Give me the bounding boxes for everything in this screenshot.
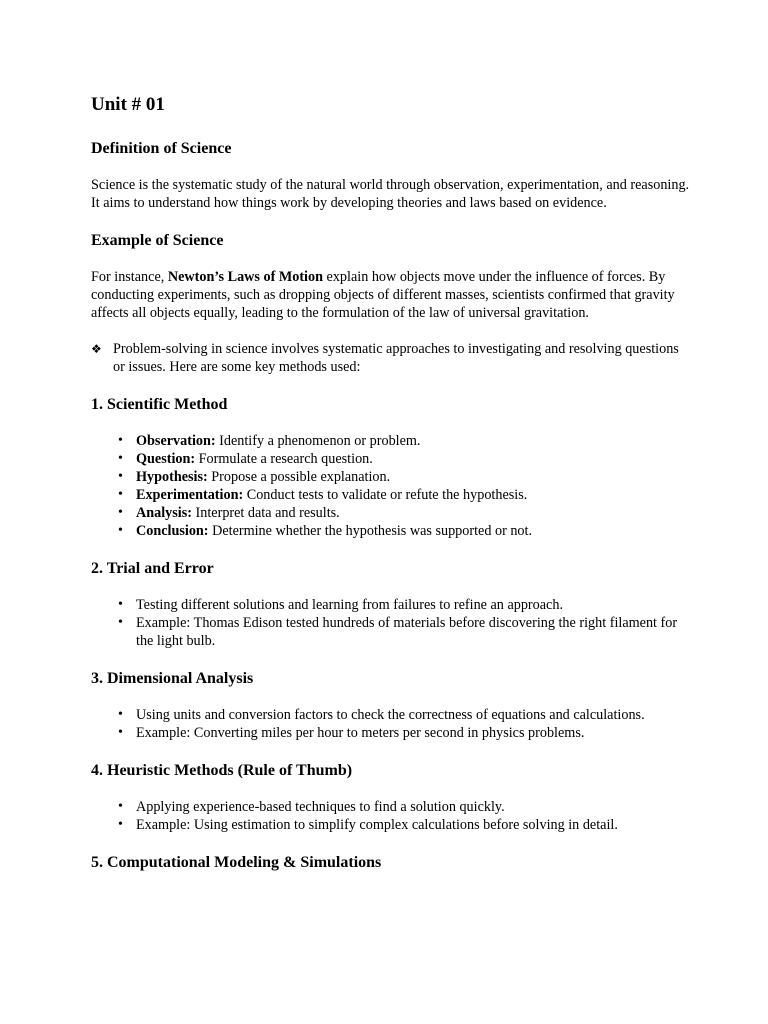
list-item	[136, 522, 691, 540]
method-list	[91, 596, 691, 650]
list-item-term: Hypothesis:	[136, 469, 208, 485]
list-item-text: Testing different solutions and learning from failures to refine an approach.	[136, 597, 563, 613]
list-item-text: Using units and conversion factors to check the correctness of equations and calculations.	[136, 707, 645, 723]
method-heading: 5. Computational Modeling & Simulations	[91, 854, 382, 871]
list-item-term: Analysis:	[136, 505, 192, 521]
unit-title: Unit # 01	[91, 94, 165, 115]
list-item-text: Formulate a research question.	[195, 451, 373, 467]
list-item-text: Applying experience-based techniques to find a solution quickly.	[136, 799, 505, 815]
example-text-before: For instance,	[91, 269, 168, 285]
list-item-text: Propose a possible explanation.	[207, 469, 391, 485]
method-heading: 3. Dimensional Analysis	[91, 670, 254, 687]
example-text-after: explain how objects move under the influence of forces. By conducting experiments, such as dropping objects of different masses, scientists confirmed that gravity affects all objects equally, leading to the formulation of the law of universal gravitation.	[91, 269, 675, 321]
list-item-text: Identify a phenomenon or problem.	[215, 433, 421, 449]
document-content	[91, 92, 691, 890]
list-item-term: Conclusion:	[136, 523, 209, 539]
example-heading: Example of Science	[91, 232, 224, 249]
list-item	[136, 596, 691, 614]
list-item-text: Example: Thomas Edison tested hundreds of materials before discovering the right filament for the light bulb.	[136, 615, 678, 649]
method-heading: 1. Scientific Method	[91, 396, 228, 413]
list-item-term: Observation:	[136, 433, 216, 449]
list-item	[136, 798, 691, 816]
method-list	[91, 432, 691, 540]
intro-point-text: Problem-solving in science involves systematic approaches to investigating and resolving questions or issues. Here are some key methods used:	[113, 341, 679, 375]
example-bold-term: Newton’s Laws of Motion	[167, 269, 323, 285]
list-item	[136, 504, 691, 522]
list-item	[136, 432, 691, 450]
list-item-term: Experimentation:	[136, 487, 244, 503]
list-item	[136, 468, 691, 486]
diamond-bullet-icon: ❖	[91, 342, 102, 356]
example-text	[91, 268, 691, 322]
method-heading: 2. Trial and Error	[91, 560, 214, 577]
methods-section	[91, 394, 691, 874]
list-item-text: Conduct tests to validate or refute the hypothesis.	[243, 487, 528, 503]
list-item-text: Example: Converting miles per hour to meters per second in physics problems.	[136, 725, 585, 741]
list-item-text: Example: Using estimation to simplify complex calculations before solving in detail.	[136, 817, 618, 833]
definition-text: Science is the systematic study of the natural world through observation, experimentation, and reasoning. It aims to understand how things work by developing theories and laws based on evidence.	[91, 177, 690, 211]
list-item	[136, 614, 691, 650]
list-item-text: Determine whether the hypothesis was supported or not.	[208, 523, 533, 539]
list-item	[136, 486, 691, 504]
list-item	[136, 450, 691, 468]
list-item	[136, 816, 691, 834]
method-heading: 4. Heuristic Methods (Rule of Thumb)	[91, 762, 353, 779]
method-list	[91, 706, 691, 742]
list-item	[136, 706, 691, 724]
list-item-term: Question:	[136, 451, 196, 467]
method-list	[91, 798, 691, 834]
list-item	[136, 724, 691, 742]
definition-heading: Definition of Science	[91, 140, 232, 157]
list-item-text: Interpret data and results.	[191, 505, 340, 521]
intro-point	[91, 340, 691, 376]
